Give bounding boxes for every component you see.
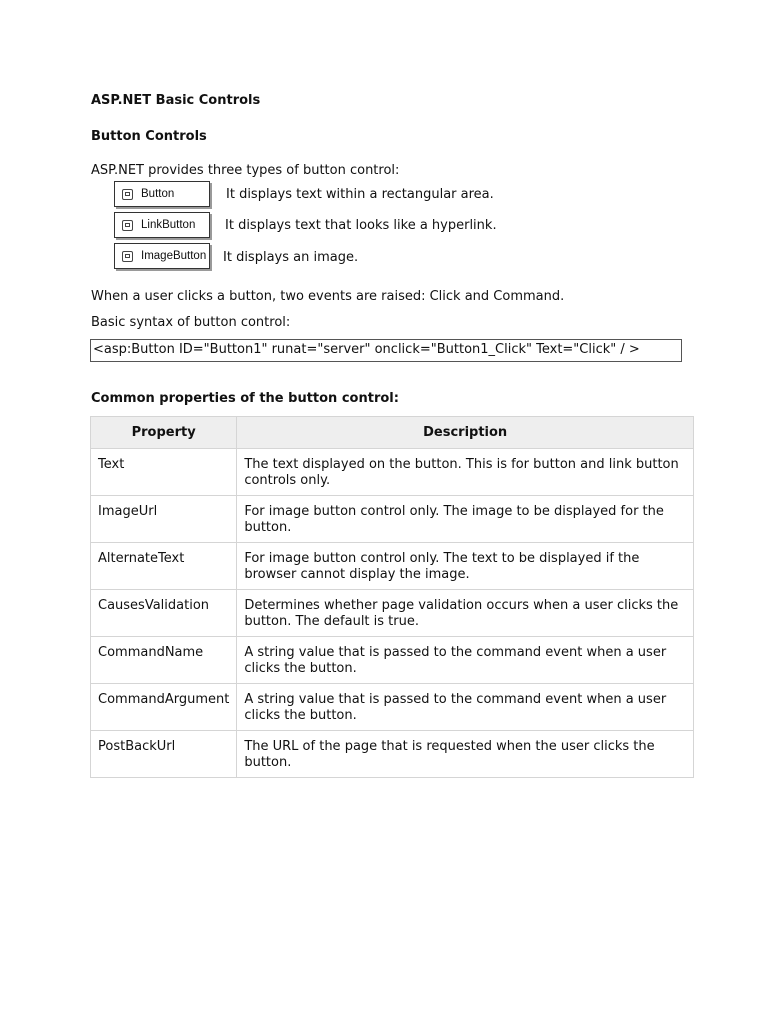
- linkbutton-control-icon: [122, 220, 133, 231]
- table-header-row: [91, 417, 694, 449]
- imagebutton-control-description: It displays an image.: [223, 250, 359, 265]
- property-description-cell: The text displayed on the button. This is for button and link button controls only.: [237, 449, 694, 496]
- imagebutton-control-label: ImageButton: [141, 250, 207, 262]
- table-row: [91, 449, 694, 496]
- property-name-cell: ImageUrl: [91, 496, 237, 543]
- property-name-cell: CausesValidation: [91, 590, 237, 637]
- properties-heading: Common properties of the button control:: [91, 391, 399, 406]
- property-description-cell: Determines whether page validation occurs when a user clicks the button. The default is true.: [237, 590, 694, 637]
- imagebutton-control-icon: [122, 251, 133, 262]
- imagebutton-control-sample: [114, 243, 210, 269]
- intro-text: ASP.NET provides three types of button control:: [91, 163, 400, 178]
- events-text: When a user clicks a button, two events are raised: Click and Command.: [91, 289, 565, 304]
- property-description-cell: For image button control only. The image to be displayed for the button.: [237, 496, 694, 543]
- document-title: ASP.NET Basic Controls: [91, 93, 261, 108]
- table-row: [91, 731, 694, 778]
- section-heading: Button Controls: [91, 129, 207, 144]
- table-row: [91, 496, 694, 543]
- property-name-cell: Text: [91, 449, 237, 496]
- linkbutton-control-description: It displays text that looks like a hyperlink.: [225, 218, 497, 233]
- properties-table: [90, 416, 694, 778]
- linkbutton-control-label: LinkButton: [141, 219, 196, 231]
- table-row: [91, 543, 694, 590]
- property-description-cell: A string value that is passed to the command event when a user clicks the button.: [237, 637, 694, 684]
- table-row: [91, 590, 694, 637]
- button-control-description: It displays text within a rectangular area.: [226, 187, 494, 202]
- property-description-cell: A string value that is passed to the command event when a user clicks the button.: [237, 684, 694, 731]
- property-name-cell: PostBackUrl: [91, 731, 237, 778]
- property-description-cell: For image button control only. The text to be displayed if the browser cannot display the image.: [237, 543, 694, 590]
- button-control-sample: [114, 181, 210, 207]
- linkbutton-control-sample: [114, 212, 210, 238]
- property-name-cell: AlternateText: [91, 543, 237, 590]
- button-control-icon: [122, 189, 133, 200]
- property-name-cell: CommandName: [91, 637, 237, 684]
- table-row: [91, 637, 694, 684]
- property-column-header: Property: [91, 417, 237, 449]
- property-description-cell: The URL of the page that is requested when the user clicks the button.: [237, 731, 694, 778]
- description-column-header: Description: [237, 417, 694, 449]
- property-name-cell: CommandArgument: [91, 684, 237, 731]
- table-row: [91, 684, 694, 731]
- button-control-label: Button: [141, 188, 175, 200]
- syntax-code-box: <asp:Button ID="Button1" runat="server" onclick="Button1_Click" Text="Click" / >: [90, 339, 682, 362]
- syntax-label: Basic syntax of button control:: [91, 315, 291, 330]
